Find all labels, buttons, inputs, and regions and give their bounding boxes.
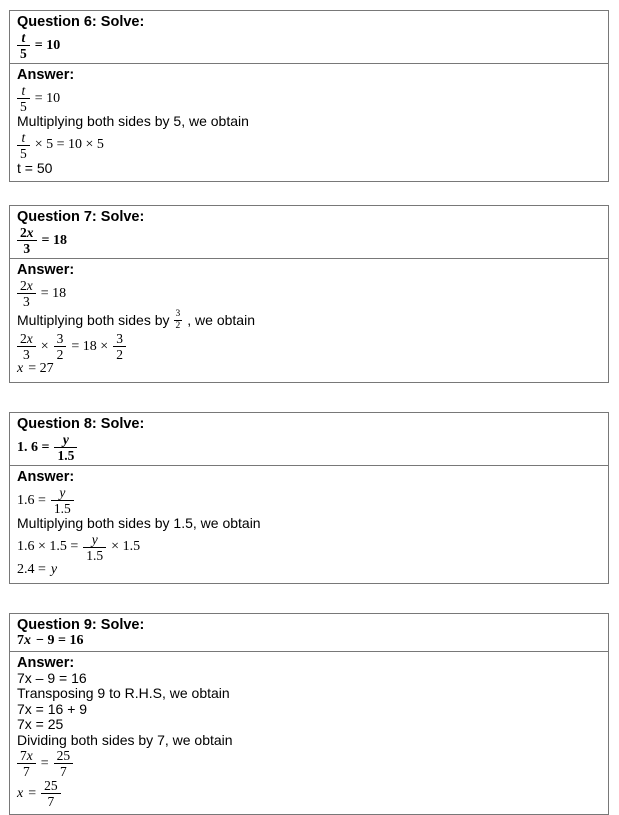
solution-result xyxy=(17,779,600,808)
fraction-denominator: 7 xyxy=(17,764,36,778)
solution-result: t = 50 xyxy=(17,161,600,177)
variable: x xyxy=(17,787,23,801)
fraction-denominator: 1.5 xyxy=(51,501,74,515)
solution-step-text: Multiplying both sides by 1.5, we obtain xyxy=(17,516,600,532)
result-lhs: 2.4 = xyxy=(17,563,46,577)
fraction-numerator: 25 xyxy=(54,749,74,764)
equation-rhs: = 18 xyxy=(42,234,67,248)
question-9-equation xyxy=(17,634,600,648)
solution-step-text: 7x = 25 xyxy=(17,717,600,733)
fraction-numerator xyxy=(17,332,36,347)
question-7-equation xyxy=(17,226,600,255)
fraction-numerator: t xyxy=(17,31,30,46)
fraction-denominator: 3 xyxy=(17,294,36,308)
coefficient: 2 xyxy=(20,278,27,293)
solution-step-text xyxy=(17,309,600,331)
question-7-answer-row xyxy=(10,259,608,382)
equation-middle: = 18 × xyxy=(71,340,108,354)
fraction xyxy=(17,332,36,361)
fraction-numerator: y xyxy=(51,486,74,501)
fraction xyxy=(113,332,126,361)
equation-rhs: = 18 xyxy=(41,287,66,301)
fraction-numerator: 3 xyxy=(113,332,126,347)
fraction xyxy=(17,84,30,113)
fraction-denominator: 7 xyxy=(54,764,74,778)
equation-rhs: − 9 = 16 xyxy=(36,634,83,648)
equals-sign: = xyxy=(28,787,36,801)
fraction xyxy=(54,433,77,462)
solution-result xyxy=(17,563,600,577)
fraction-denominator: 7 xyxy=(41,794,61,808)
question-8-title: Question 8: Solve: xyxy=(17,416,600,432)
question-8-card xyxy=(9,412,609,584)
fraction xyxy=(51,486,74,515)
fraction xyxy=(17,279,36,308)
answer-label: Answer: xyxy=(17,655,600,671)
fraction-denominator: 3 xyxy=(17,241,37,255)
fraction-numerator: 25 xyxy=(41,779,61,794)
solution-step-equation xyxy=(17,279,600,308)
answer-label: Answer: xyxy=(17,469,600,485)
question-8-equation xyxy=(17,433,600,462)
step-text-pre: Multiplying both sides by xyxy=(17,309,170,331)
question-9-card xyxy=(9,613,609,815)
fraction-numerator: y xyxy=(54,433,77,448)
fraction-denominator: 1.5 xyxy=(83,548,106,562)
variable: x xyxy=(27,331,33,346)
question-6-prompt-row xyxy=(10,11,608,64)
solution-step-equation xyxy=(17,131,600,160)
equals-sign: = xyxy=(41,757,49,771)
fraction-denominator: 2 xyxy=(174,321,183,331)
question-6-card xyxy=(9,10,609,182)
answer-label: Answer: xyxy=(17,67,600,83)
coefficient: 2 xyxy=(20,331,27,346)
fraction xyxy=(17,226,37,255)
equation-rhs: = 10 xyxy=(35,39,60,53)
solution-step-equation xyxy=(17,84,600,113)
fraction-denominator: 5 xyxy=(17,146,30,160)
solution-step-equation xyxy=(17,749,600,778)
variable: x xyxy=(27,225,34,240)
coefficient: 2 xyxy=(20,225,27,240)
times-operator: × xyxy=(41,340,49,354)
variable: x xyxy=(17,362,23,376)
question-8-answer-row xyxy=(10,466,608,583)
fraction-numerator xyxy=(17,749,36,764)
solution-step-equation xyxy=(17,332,600,361)
variable: x xyxy=(27,278,33,293)
fraction-numerator: 3 xyxy=(54,332,67,347)
question-9-answer-row xyxy=(10,652,608,815)
equation-lhs: 1. 6 = xyxy=(17,441,49,455)
fraction-denominator: 1.5 xyxy=(54,448,77,462)
equation-rhs: = 10 xyxy=(35,92,60,106)
fraction-numerator: y xyxy=(83,533,106,548)
fraction-denominator: 5 xyxy=(17,99,30,113)
question-7-card xyxy=(9,205,609,383)
solution-step-equation xyxy=(17,486,600,515)
solution-result xyxy=(17,362,600,376)
fraction-denominator: 5 xyxy=(17,46,30,60)
fraction xyxy=(17,31,30,60)
solution-step-text: 7x – 9 = 16 xyxy=(17,671,600,687)
equation-lhs: 1.6 = xyxy=(17,494,46,508)
fraction xyxy=(17,131,30,160)
fraction-numerator xyxy=(17,226,37,241)
fraction-numerator: t xyxy=(17,131,30,146)
fraction xyxy=(54,749,74,778)
solution-step-text: Transposing 9 to R.H.S, we obtain xyxy=(17,686,600,702)
question-6-equation xyxy=(17,31,600,60)
fraction-denominator: 2 xyxy=(113,347,126,361)
question-7-title: Question 7: Solve: xyxy=(17,209,600,225)
result-value: = 27 xyxy=(28,362,53,376)
variable: x xyxy=(27,748,33,763)
coefficient: 7 xyxy=(17,633,24,648)
equation-lhs xyxy=(17,634,31,648)
solution-step-text: 7x = 16 + 9 xyxy=(17,702,600,718)
question-6-title: Question 6: Solve: xyxy=(17,14,600,30)
answer-label: Answer: xyxy=(17,262,600,278)
question-9-prompt-row xyxy=(10,614,608,652)
inline-fraction xyxy=(174,310,183,331)
fraction xyxy=(41,779,61,808)
fraction xyxy=(17,749,36,778)
question-6-answer-row xyxy=(10,64,608,181)
equation-lhs: 1.6 × 1.5 = xyxy=(17,540,78,554)
question-7-prompt-row xyxy=(10,206,608,259)
fraction-numerator: 3 xyxy=(174,310,183,321)
question-8-prompt-row xyxy=(10,413,608,466)
step-text-post: , we obtain xyxy=(187,309,255,331)
fraction xyxy=(54,332,67,361)
variable: y xyxy=(51,563,57,577)
fraction-denominator: 3 xyxy=(17,347,36,361)
fraction xyxy=(83,533,106,562)
fraction-numerator xyxy=(17,279,36,294)
coefficient: 7 xyxy=(20,748,27,763)
equation-rhs: × 5 = 10 × 5 xyxy=(35,138,104,152)
question-9-title: Question 9: Solve: xyxy=(17,617,600,633)
equation-rhs: × 1.5 xyxy=(111,540,140,554)
solution-step-equation xyxy=(17,533,600,562)
solution-step-text: Dividing both sides by 7, we obtain xyxy=(17,733,600,749)
fraction-numerator: t xyxy=(17,84,30,99)
variable: x xyxy=(24,633,31,648)
solution-step-text: Multiplying both sides by 5, we obtain xyxy=(17,114,600,130)
fraction-denominator: 2 xyxy=(54,347,67,361)
